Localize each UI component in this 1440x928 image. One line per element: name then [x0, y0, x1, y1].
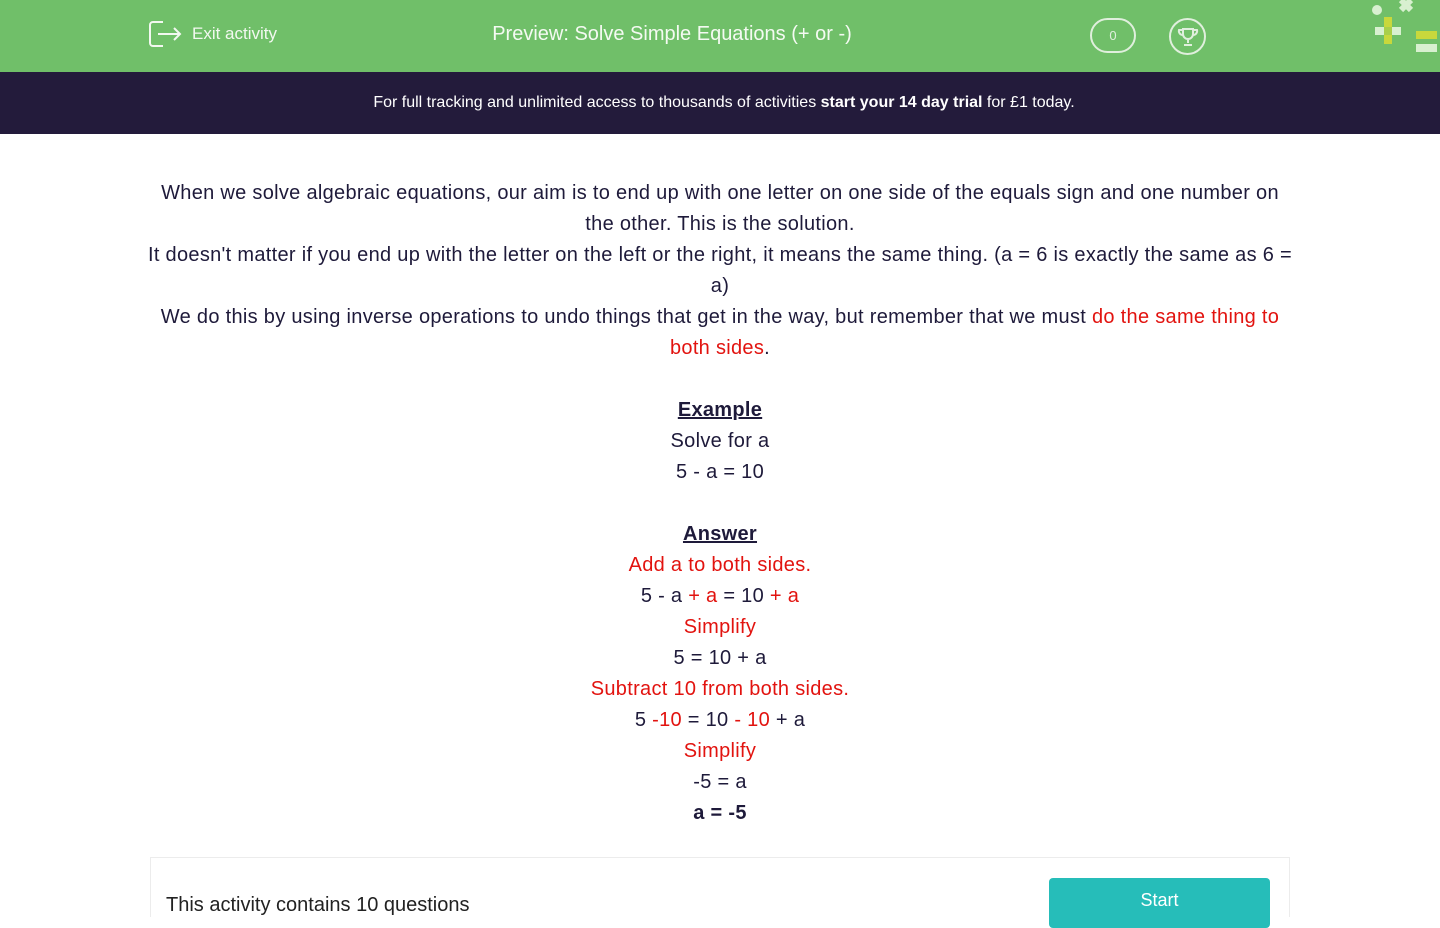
- exit-label: Exit activity: [192, 24, 278, 43]
- intro-paragraph-2: It doesn't matter if you end up with the letter on the left or the right, it means the same thing. (a = 6 is exactly the same as 6 = a): [147, 244, 1292, 297]
- answer-heading: Answer: [682, 523, 758, 545]
- page-title: Preview: Solve Simple Equations (+ or -): [492, 23, 852, 45]
- answer-equation-3: 5 -10 = 10 - 10 + a: [634, 709, 806, 731]
- answer-step-4: Simplify: [683, 740, 757, 762]
- answer-equation-1: 5 - a + a = 10 + a: [640, 585, 800, 607]
- answer-equation-2: 5 = 10 + a: [673, 647, 767, 669]
- answer-step-1: Add a to both sides.: [628, 554, 812, 576]
- banner-text-end: for £1 today.: [982, 94, 1075, 111]
- lesson-content: [145, 178, 1295, 829]
- trophy-icon: [1177, 27, 1199, 47]
- final-answer: a = -5: [693, 802, 747, 824]
- example-equation: 5 - a = 10: [675, 461, 765, 483]
- answer-step-2: Simplify: [683, 616, 757, 638]
- logo-icon: [1366, 0, 1440, 56]
- example-prompt: Solve for a: [670, 430, 770, 452]
- question-count-text: This activity contains 10 questions: [166, 894, 470, 916]
- intro-paragraph-3: We do this by using inverse operations to undo things that get in the way, but remember that we must do the same thing to both sides.: [160, 306, 1280, 359]
- score-badge: 0: [1090, 18, 1136, 53]
- top-bar: [0, 0, 1440, 72]
- banner-text: For full tracking and unlimited access to thousands of activities: [373, 94, 821, 111]
- answer-step-3: Subtract 10 from both sides.: [590, 678, 850, 700]
- start-card: [150, 857, 1290, 917]
- example-heading: Example: [677, 399, 763, 421]
- trophy-button[interactable]: [1169, 18, 1206, 55]
- start-button[interactable]: Start: [1049, 878, 1270, 928]
- trial-banner: [0, 72, 1440, 134]
- trial-link[interactable]: start your 14 day trial: [820, 94, 983, 111]
- intro-paragraph-1: When we solve algebraic equations, our aim is to end up with one letter on one side of the equals sign and one number on the other. This is the solution.: [161, 182, 1279, 235]
- answer-equation-4: -5 = a: [693, 771, 747, 793]
